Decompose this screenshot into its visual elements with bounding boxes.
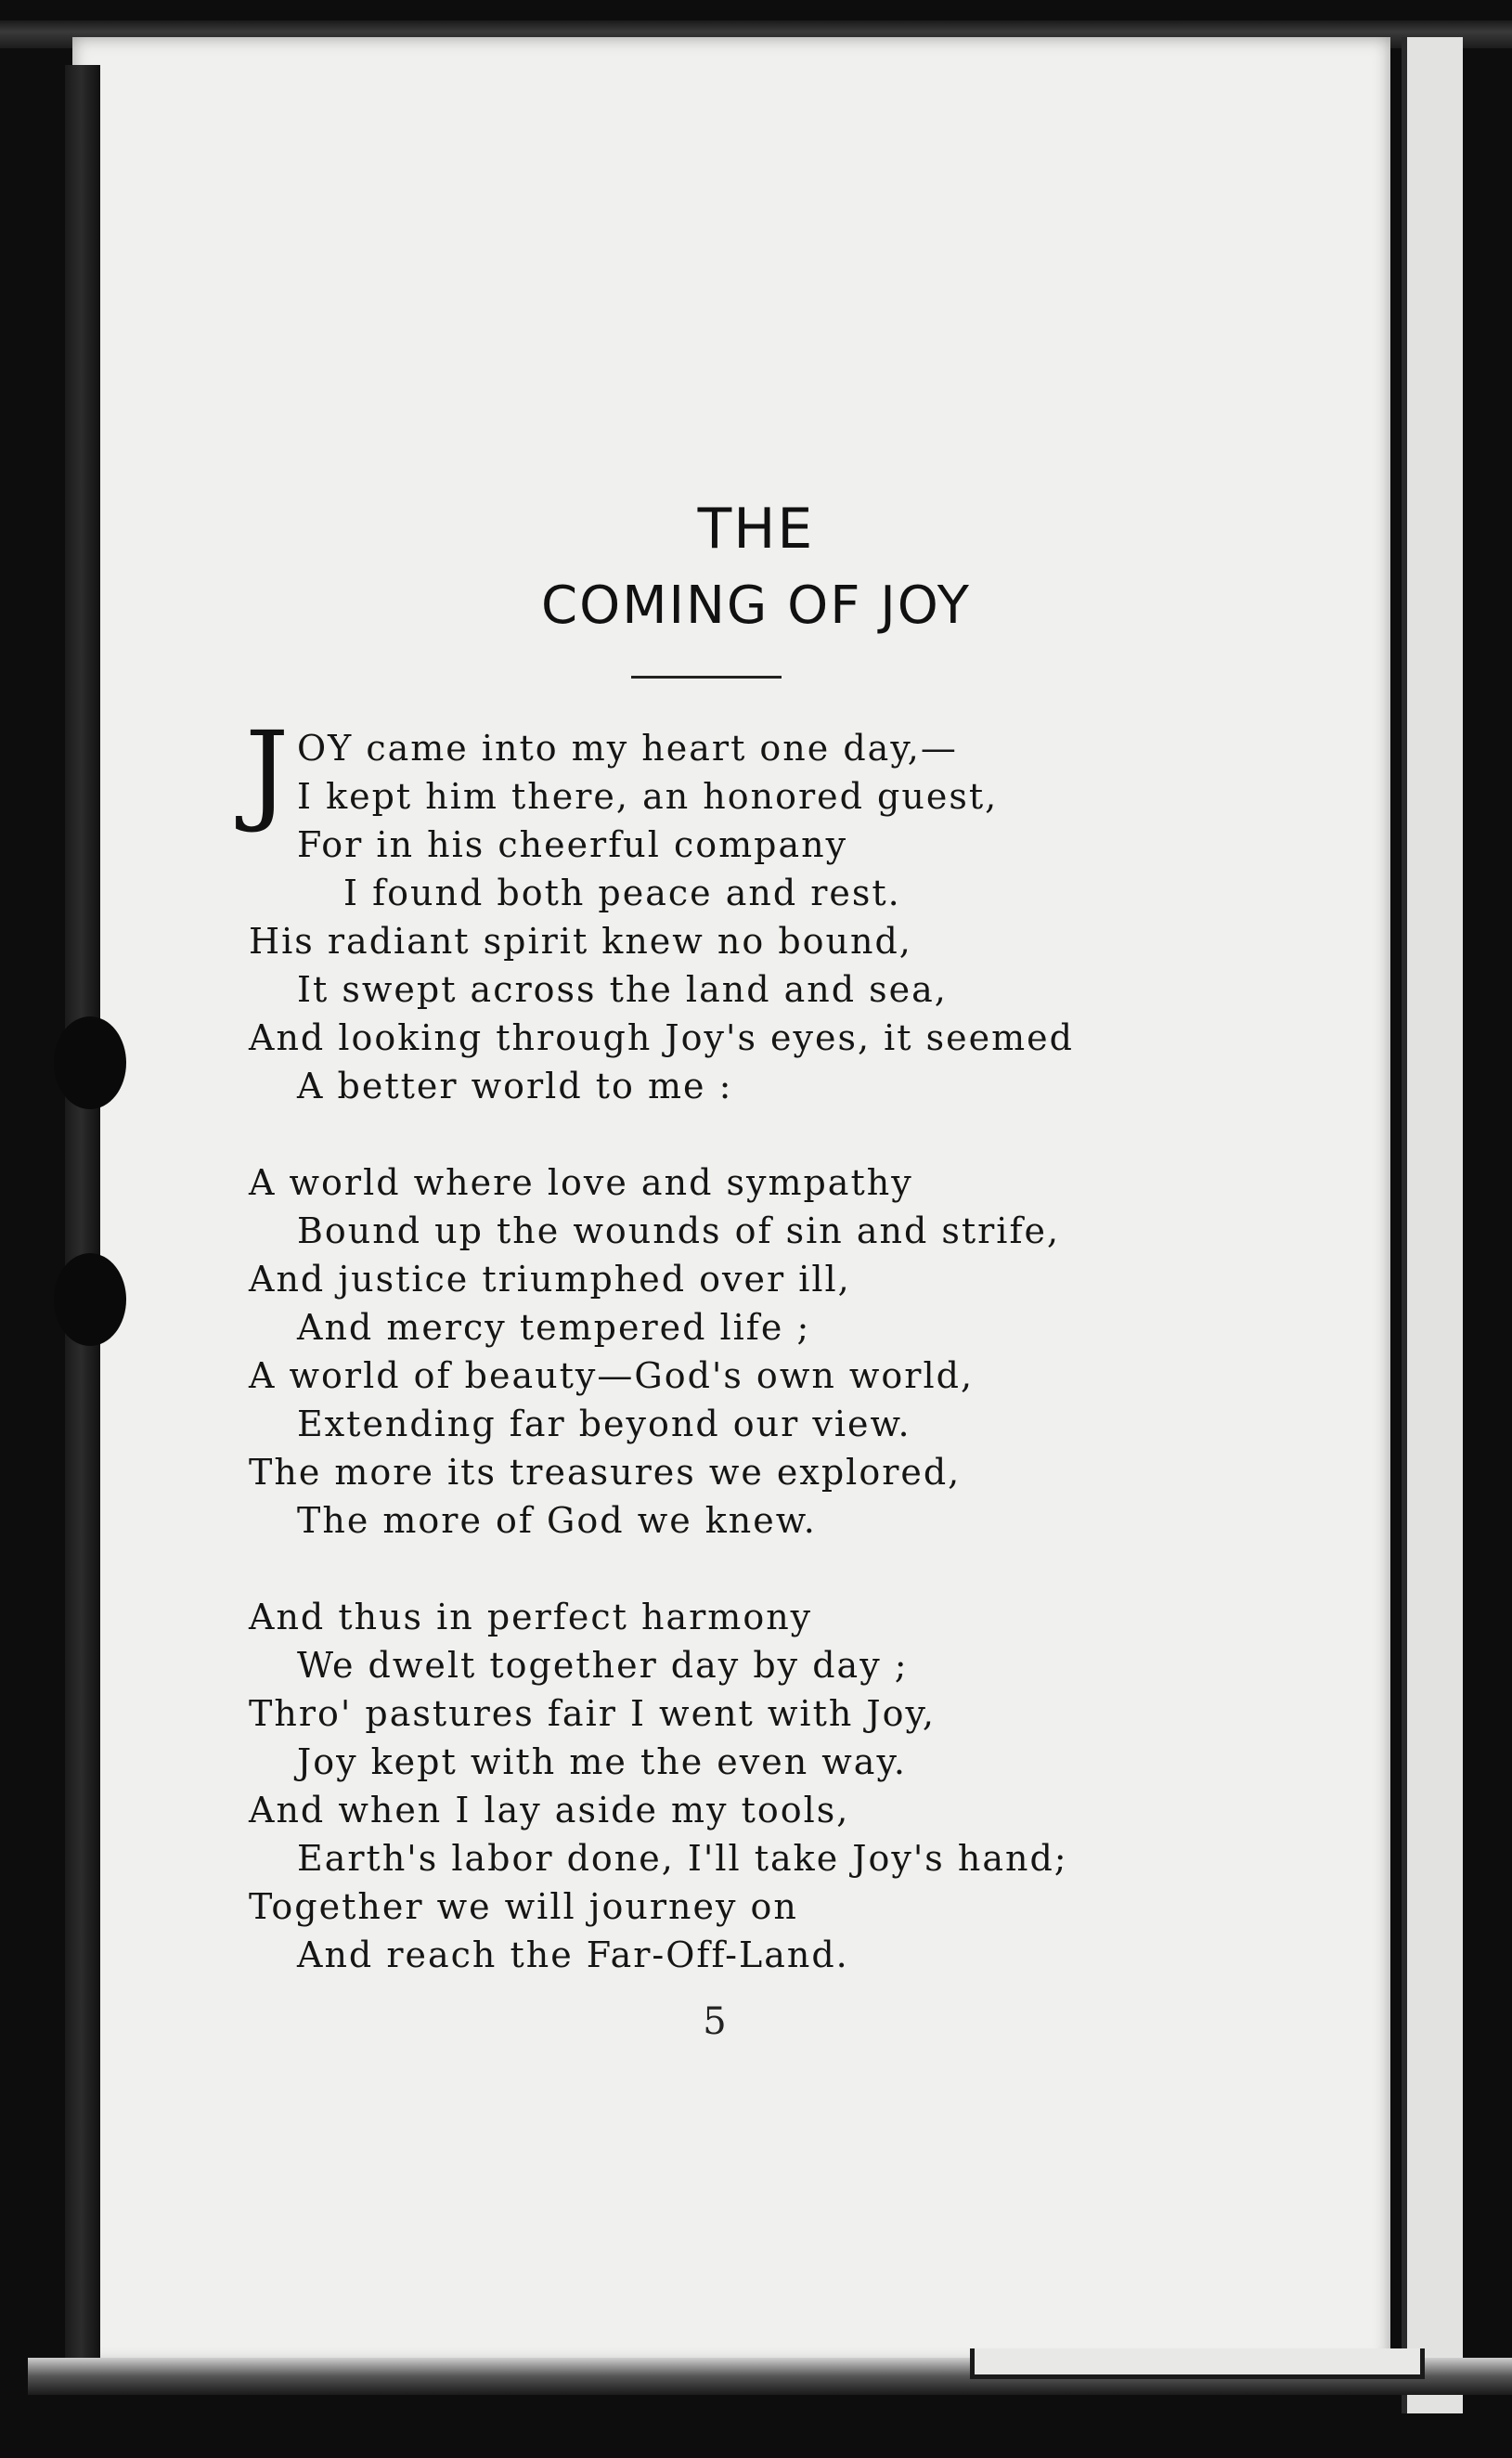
poem-line: And justice triumphed over ill, bbox=[249, 1259, 851, 1300]
poem-line: His radiant spirit knew no bound, bbox=[249, 921, 912, 962]
title-rule bbox=[631, 676, 782, 679]
drop-cap: J bbox=[245, 707, 290, 835]
poem-line: And reach the Far-Off-Land. bbox=[297, 1934, 849, 1975]
page-number: 5 bbox=[703, 2000, 727, 2043]
poem-line: The more of God we knew. bbox=[297, 1500, 817, 1541]
poem-line: OY came into my heart one day,— bbox=[297, 728, 958, 769]
poem-line: And thus in perfect harmony bbox=[249, 1597, 813, 1637]
poem-line: A better world to me : bbox=[297, 1066, 733, 1106]
poem-line: The more its treasures we explored, bbox=[249, 1452, 962, 1493]
poem-line: Thro' pastures fair I went with Joy, bbox=[249, 1693, 937, 1734]
poem-title-line-1: THE bbox=[697, 497, 815, 562]
poem-line: Together we will journey on bbox=[249, 1886, 798, 1927]
poem-line: A world of beauty—God's own world, bbox=[249, 1355, 975, 1396]
poem-line: Earth's labor done, I'll take Joy's hand; bbox=[297, 1838, 1068, 1879]
poem-line: And looking through Joy's eyes, it seemed bbox=[249, 1017, 1074, 1058]
poem-line: We dwelt together day by day ; bbox=[297, 1645, 909, 1686]
poem-line: Extending far beyond our view. bbox=[297, 1404, 911, 1444]
poem-line: I found both peace and rest. bbox=[343, 873, 901, 913]
poem-line: A world where love and sympathy bbox=[249, 1162, 913, 1203]
binding-hole-lower bbox=[54, 1253, 126, 1346]
poem-line: It swept across the land and sea, bbox=[297, 969, 948, 1010]
poem-line: Bound up the wounds of sin and strife, bbox=[297, 1210, 1061, 1251]
bottom-board-tab bbox=[970, 2348, 1425, 2379]
poem-line: And mercy tempered life ; bbox=[297, 1307, 811, 1348]
poem-line: For in his cheerful company bbox=[297, 824, 848, 865]
binding-hole-upper bbox=[54, 1016, 126, 1109]
poem-line: And when I lay aside my tools, bbox=[249, 1790, 850, 1831]
poem-line: Joy kept with me the even way. bbox=[297, 1741, 907, 1782]
cover-board-right bbox=[1402, 37, 1463, 2413]
poem-title-line-2: COMING OF JOY bbox=[541, 576, 971, 636]
poem-line: I kept him there, an honored guest, bbox=[297, 776, 999, 817]
